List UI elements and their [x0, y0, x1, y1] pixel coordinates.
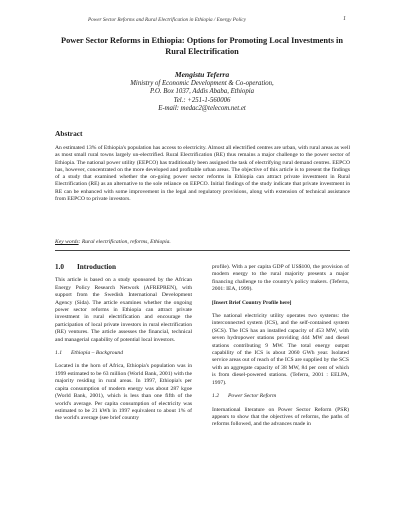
section-heading	[55, 264, 192, 271]
affiliation-line: Ministry of Economic Development & Co-operation,	[130, 80, 274, 87]
subsection-number: 1.2	[212, 393, 219, 400]
keywords-label: Key words	[55, 239, 79, 245]
affiliation-email: E-mail: medac2@telecom.net.et	[158, 104, 246, 112]
keywords	[55, 239, 171, 245]
author-name: Mengistu Teferra	[174, 70, 230, 79]
subsection-heading	[55, 350, 192, 357]
subsection-number: 1.1	[55, 350, 62, 357]
abstract-text: An estimated 13% of Ethiopia's population has access to electricity. Almost all electrified centres are urban, with rural areas as well as most small rural towns largely un-electrified. Rural Electrification (RE) thus remains a major challenge to the power sector of Ethiopia. The national power utility (EEPCO) has traditionally been assigned the task of electrifying rural demand centres. EEPCO has, however, concentrated on the more developed and profitable urban areas. The objective of this article is to present the findings of a study that examined whether the on-going power sector reforms in Ethiopia can attract private investment in Rural Electrification (RE) as an alternative to the sole reliance on EEPCO. Initial findings of the study indicate that private investment in RE can be enhanced with some improvement in the legal and regulatory provisions, along with extension of technical assistance from EEPCO to private investors.	[55, 145, 350, 202]
section-divider	[55, 250, 350, 251]
paragraph: This article is based on a study sponsored by the African Energy Policy Research Network (AFREPREN), with support from the Swedish International Development Agency (Sida). The article examines whether the ongoing power sector reforms in Ethiopia can attract private investment in rural electrification and encourage the participation of local private investors in rural electrification (RE) ventures. The article assesses the financial, technical and managerial capability of potential local investors.	[55, 277, 192, 343]
affiliation-line: P.O. Box 1037, Addis Ababa, Ethiopia	[149, 88, 255, 96]
section-number: 1.0	[55, 263, 64, 271]
paragraph: International literature on Power Sector Reform (PSR) appears to show that the objectives of reforms, the paths of reforms followed, and the advances made in	[212, 406, 349, 428]
paragraph: profile). With a per capita GDP of US$100, the provision of modern energy to the rural majority presents a major financing challenge to the country's policy makers. (Teferra, 2001: IEA, 1999).	[212, 264, 349, 293]
keywords-text: : Rural electrification, reforms, Ethiopia.	[78, 239, 171, 245]
affiliation-line: Tel.: +251-1-560006	[173, 96, 231, 104]
paragraph: Located in the horn of Africa, Ethiopia's population was in 1999 estimated to be 63 million (World Bank, 2001) with the majority residing in rural areas. In 1997, Ethiopia's per capita consumption of modern energy was about 287 kgoe (World Bank, 2001), which is less than one fifth of the world's average. Per capita consumption of electricity was estimated to be 21 kWh in 1997 equivalent to about 1% of the world's average (see brief country	[55, 363, 192, 422]
author-affiliation	[60, 80, 344, 113]
paragraph: The national electricity utility operates two systems: the interconnected system (ICS), and the self-contained system (SCS). The ICS has an installed capacity of 453 MW, with seven hydropower stations providing 444 MW and diesel stations contributing 9 MW. The total energy output capability of the ICS is about 2060 GWh year. Isolated service areas out of reach of the ICS are supplied by the SCS with an aggregate capacity of 38 MW, 84 per cent of which is from diesel-powered stations. (Teferra, 2001 : EELPA, 1997).	[212, 313, 349, 386]
left-column	[55, 264, 192, 429]
subsection-title: Power Sector Reform	[228, 393, 277, 400]
subsection-title: Ethiopia – Background	[71, 350, 123, 357]
right-column	[212, 264, 349, 435]
running-head: Power Sector Reforms and Rural Electrification in Ethiopia / Energy Policy	[88, 17, 246, 23]
abstract-heading: Abstract	[55, 129, 83, 138]
section-title: Introduction	[77, 263, 117, 271]
insert-placeholder-note: [Insert Brief Country Profile here]	[212, 299, 292, 306]
page-number: 1	[343, 16, 346, 22]
subsection-heading	[212, 393, 349, 400]
paper-title: Power Sector Reforms in Ethiopia: Options for Promoting Local Investments in Rural Electrification	[61, 36, 343, 56]
